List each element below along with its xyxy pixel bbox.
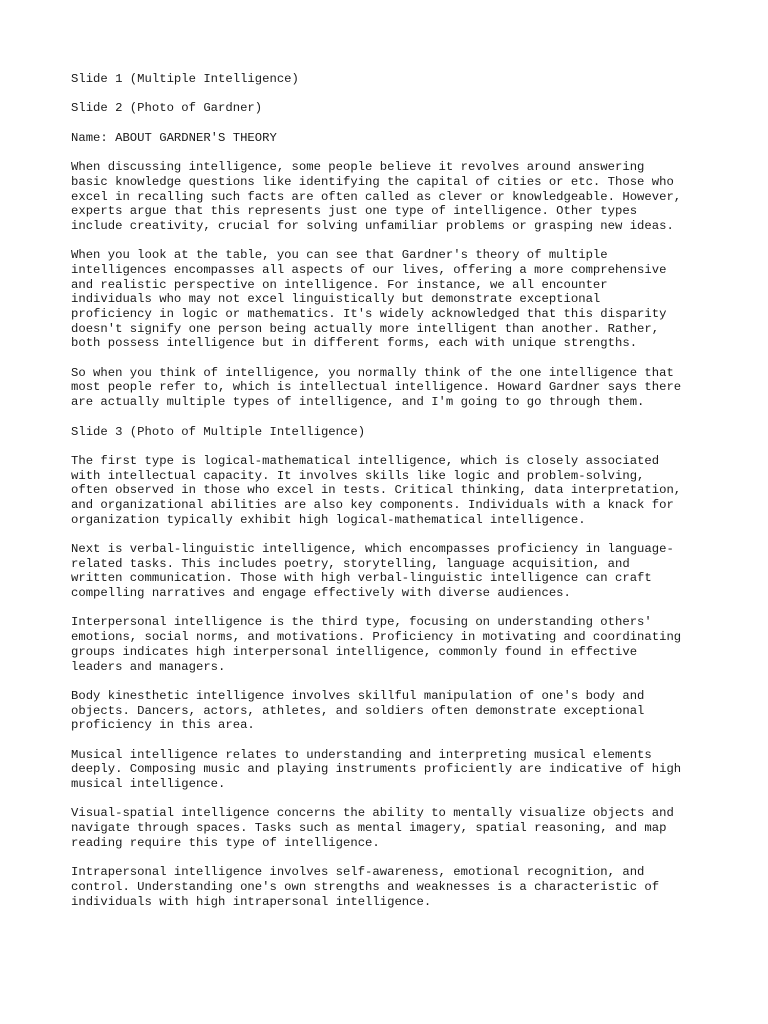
text-line: related tasks. This includes poetry, storytelling, language acquisition, and	[71, 556, 630, 571]
text-line: Slide 1 (Multiple Intelligence)	[71, 72, 299, 86]
document-paragraph	[71, 615, 711, 674]
text-line: So when you think of intelligence, you normally think of the one intelligence that	[71, 365, 674, 380]
text-line: doesn't signify one person being actually more intelligent than another. Rather,	[71, 321, 660, 336]
text-line: are actually multiple types of intelligence, and I'm going to go through them.	[71, 395, 645, 410]
text-line: individuals who may not excel linguistically but demonstrate exceptional	[71, 292, 601, 307]
document-paragraph	[71, 101, 711, 116]
document-paragraph	[71, 366, 711, 410]
text-line: Musical intelligence relates to understanding and interpreting musical elements	[71, 747, 652, 762]
text-line: Visual-spatial intelligence concerns the ability to mentally visualize objects and	[71, 806, 674, 821]
text-line: Intrapersonal intelligence involves self-awareness, emotional recognition, and	[71, 865, 645, 880]
text-line: often observed in those who excel in tests. Critical thinking, data interpretation,	[71, 483, 682, 498]
text-line: The first type is logical-mathematical intelligence, which is closely associated	[71, 453, 660, 468]
text-line: objects. Dancers, actors, athletes, and soldiers often demonstrate exceptional	[71, 703, 645, 718]
document-paragraph	[71, 248, 711, 351]
document-paragraph	[71, 748, 711, 792]
text-line: musical intelligence.	[71, 777, 226, 791]
text-line: deeply. Composing music and playing instruments proficiently are indicative of high	[71, 762, 682, 777]
text-line: include creativity, crucial for solving unfamiliar problems or grasping new ideas.	[71, 218, 674, 233]
text-line: compelling narratives and engage effectively with diverse audiences.	[71, 586, 571, 601]
document-paragraph	[71, 72, 711, 87]
text-line: basic knowledge questions like identifying the capital of cities or etc. Those who	[71, 174, 674, 189]
text-line: both possess intelligence but in different forms, each with unique strengths.	[71, 336, 638, 351]
text-line: most people refer to, which is intellectual intelligence. Howard Gardner says there	[71, 380, 682, 395]
text-line: Name: ABOUT GARDNER'S THEORY	[71, 130, 277, 145]
document-paragraph	[71, 454, 711, 527]
text-line: and realistic perspective on intelligence. For instance, we all encounter	[71, 277, 608, 292]
text-line: with intellectual capacity. It involves skills like logic and problem-solving,	[71, 468, 645, 483]
text-line: When you look at the table, you can see that Gardner's theory of multiple	[71, 248, 608, 263]
document-paragraph	[71, 542, 711, 601]
text-line: experts argue that this represents just one type of intelligence. Other types	[71, 204, 638, 219]
text-line: groups indicates high interpersonal intelligence, commonly found in effective	[71, 644, 638, 659]
text-line: reading require this type of intelligence.	[71, 835, 380, 850]
text-line: Interpersonal intelligence is the third type, focusing on understanding others'	[71, 615, 652, 630]
text-line: individuals with high intrapersonal intelligence.	[71, 894, 432, 909]
document-paragraph	[71, 425, 711, 440]
text-line: Slide 2 (Photo of Gardner)	[71, 101, 263, 116]
text-line: proficiency in logic or mathematics. It's widely acknowledged that this disparity	[71, 307, 667, 321]
document-paragraph	[71, 865, 711, 909]
text-line: leaders and managers.	[71, 659, 226, 674]
text-line: navigate through spaces. Tasks such as mental imagery, spatial reasoning, and map	[71, 821, 667, 836]
text-line: Slide 3 (Photo of Multiple Intelligence)	[71, 424, 366, 439]
text-line: excel in recalling such facts are often called as clever or knowledgeable. However,	[71, 189, 682, 204]
text-line: organization typically exhibit high logical-mathematical intelligence.	[71, 512, 586, 527]
document-page	[71, 72, 711, 924]
document-paragraph	[71, 806, 711, 850]
text-line: and organizational abilities are also key components. Individuals with a knack for	[71, 497, 674, 512]
document-paragraph	[71, 131, 711, 146]
text-line: proficiency in this area.	[71, 718, 255, 733]
document-paragraph	[71, 160, 711, 233]
text-line: intelligences encompasses all aspects of our lives, offering a more comprehensive	[71, 262, 667, 277]
text-line: Next is verbal-linguistic intelligence, which encompasses proficiency in language-	[71, 542, 674, 556]
text-line: emotions, social norms, and motivations. Proficiency in motivating and coordinating	[71, 630, 682, 645]
document-paragraph	[71, 689, 711, 733]
text-line: Body kinesthetic intelligence involves skillful manipulation of one's body and	[71, 688, 645, 703]
text-line: When discussing intelligence, some people believe it revolves around answering	[71, 160, 645, 175]
text-line: control. Understanding one's own strengths and weaknesses is a characteristic of	[71, 879, 660, 894]
text-line: written communication. Those with high verbal-linguistic intelligence can craft	[71, 571, 652, 586]
